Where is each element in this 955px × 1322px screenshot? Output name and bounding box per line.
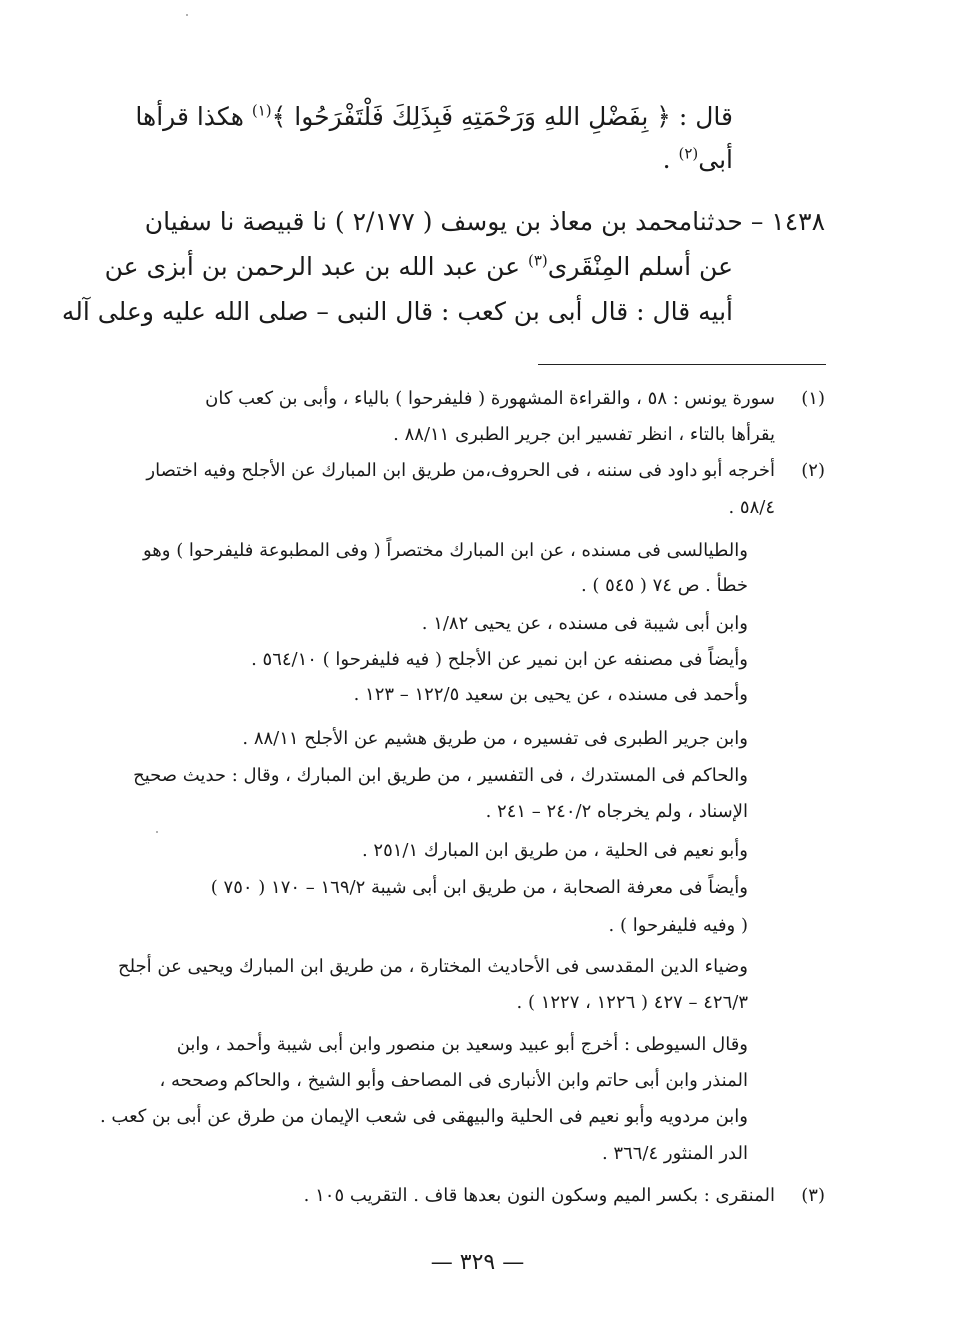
footnote-2-line-4: خطأ . ص ٧٤ ( ٥٤٥ ) . — [580, 575, 748, 596]
footnote-2-line-17: المنذر وابن أبى حاتم وابن الأنبارى فى المصاحف وأبو الشيخ ، والحاكم وصححه ، — [159, 1070, 748, 1091]
hadith-text: عن أسلم المِنْقَرى — [547, 252, 733, 281]
footnote-marker-3: (٣) — [801, 1185, 825, 1206]
hadith-line-2 — [104, 250, 733, 290]
footnote-ref-2[interactable]: (٢) — [678, 144, 699, 163]
footnote-2-line-13: ( وفيه فليفرحوا ) . — [608, 915, 748, 936]
footnote-2-line-11: وأبو نعيم فى الحلية ، من طريق ابن المبارك ٢٥١/١ . — [361, 840, 748, 861]
footnote-2-line-8: وابن جرير الطبرى فى تفسيره ، من طريق هشيم عن الأجلح ٨٨/١١ . — [242, 728, 748, 749]
footnote-1-line-1: سورة يونس : ٥٨ ، والقراءة المشهورة ( فليفرحوا ) بالياء ، وأبى بن كعب كان — [205, 388, 775, 409]
footnote-2-line-3: والطيالسى فى مسنده ، عن ابن المبارك مختصراً ( وفى المطبوعة فليفرحوا ) وهو — [142, 540, 748, 561]
footnote-separator — [538, 364, 826, 365]
hadith-line-3 — [61, 295, 733, 335]
footnote-2-line-16: وقال السيوطى : أخرج أبو عبيد وسعيد بن منصور وابن أبى شيبة وأحمد ، وابن — [176, 1034, 748, 1055]
main-text-line-1 — [93, 100, 733, 140]
footnote-marker-1: (١) — [801, 388, 825, 409]
scan-speck — [186, 14, 188, 16]
footnote-2-line-5: وابن أبى شيبة فى مسنده ، عن يحيى ١/٨٢ . — [421, 613, 748, 634]
main-text-suffix: هكذا قرأها — [135, 102, 252, 131]
footnote-2-line-10: الإسناد ، ولم يخرجاه ٢٤٠/٢ – ٢٤١ . — [485, 801, 748, 822]
footnote-3-line-1: المنقرى : بكسر الميم وسكون النون بعدها قاف . التقريب ١٠٥ . — [303, 1185, 775, 1206]
footnote-2-line-6: وأيضاً فى مصنفه عن ابن نمير عن الأجلح ( فيه فليفرحوا ) ٥٦٤/١٠ . — [251, 649, 748, 670]
scan-speck — [156, 831, 158, 833]
quran-verse: ﴿ بِفَضْلِ اللهِ وَرَحْمَتِهِ فَبِذَلِكَ فَلْتَفْرَحُوا ﴾ — [271, 102, 671, 131]
footnote-2-line-14: وضياء الدين المقدسى فى الأحاديث المختارة ، من طريق ابن المبارك ويحيى عن أجلح — [117, 956, 748, 977]
main-text-word: أبى — [698, 145, 733, 174]
main-text-end: . — [662, 145, 679, 174]
hadith-text: عن عبد الله بن عبد الرحمن بن أبزى عن — [104, 252, 528, 281]
footnote-1-line-2: يقرأها بالتاء ، انظر تفسير ابن جرير الطبرى ٨٨/١١ . — [393, 424, 775, 445]
hadith-text: أبيه قال : قال أبى بن كعب : قال النبى – صلى الله عليه وعلى آله — [61, 297, 733, 326]
footnote-marker-2: (٢) — [801, 460, 825, 481]
footnote-2-line-15: ٤٢٦/٣ – ٤٢٧ ( ١٢٢٦ ، ١٢٢٧ ) . — [516, 992, 748, 1013]
page-number: — ٣٢٩ — — [430, 1250, 525, 1275]
hadith-line-1 — [125, 205, 825, 245]
footnote-ref-1[interactable]: (١) — [251, 101, 272, 120]
footnote-2-line-18: وابن مردويه وأبو نعيم فى الحلية والبيهقى فى شعب الإيمان من طرق عن أبى بن كعب . — [99, 1106, 748, 1127]
footnote-2-line-7: وأحمد فى مسنده ، عن يحيى بن سعيد ١٢٢/٥ – ١٢٣ . — [353, 684, 748, 705]
footnote-2-line-1: أخرجه أبو داود فى سننه ، فى الحروف،من طريق ابن المبارك عن الأجلح وفيه اختصار — [146, 460, 775, 481]
footnote-2-line-12: وأيضاً فى معرفة الصحابة ، من طريق ابن أبى شيبة ١٦٩/٢ – ١٧٠ ( ٧٥٠ ) — [210, 877, 748, 898]
footnote-ref-3[interactable]: (٣) — [528, 251, 548, 270]
footnote-2-line-19: الدر المنثور ٣٦٦/٤ . — [601, 1143, 748, 1164]
main-text-line-2 — [533, 143, 733, 183]
main-text-prefix: قال : — [670, 102, 733, 131]
hadith-text: ١٤٣٨ – حدثنامحمد بن معاذ بن يوسف ( ٢/١٧٧ ) نا قبيصة نا سفيان — [144, 207, 825, 236]
footnote-2-line-9: والحاكم فى المستدرك ، فى التفسير ، من طريق ابن المبارك ، وقال : حديث صحيح — [133, 765, 748, 786]
footnote-2-line-2: ٥٨/٤ . — [728, 497, 775, 518]
